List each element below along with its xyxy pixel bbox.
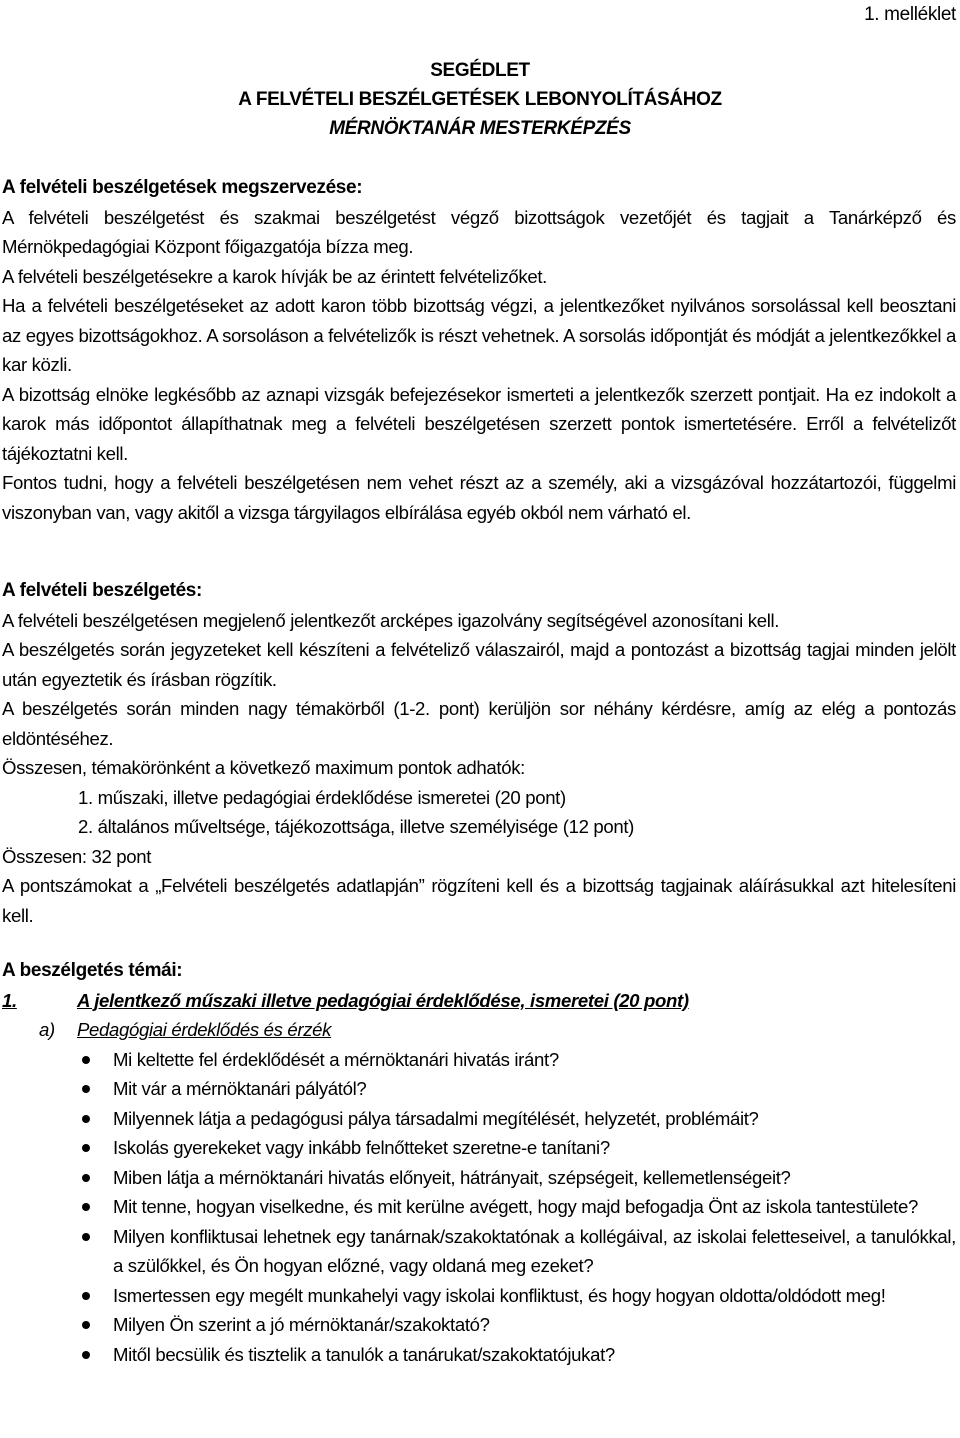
- question-text: Miben látja a mérnöktanári hivatás előnyeit, hátrányait, szépségeit, kellemetlenségeit?: [113, 1166, 791, 1188]
- list-item: [2, 1222, 956, 1281]
- question-text: Milyen Ön szerint a jó mérnöktanár/szakoktató?: [113, 1314, 490, 1335]
- list-item: [2, 1133, 956, 1163]
- paragraph: A beszélgetés során jegyzeteket kell készíteni a felvételiző válaszairól, majd a pontozást a bizottság tagjai minden jelölt után egyeztetik és írásban rögzítik.: [2, 639, 956, 690]
- title-line-2: A FELVÉTELI BESZÉLGETÉSEK LEBONYOLÍTÁSÁHOZ: [238, 89, 722, 110]
- question-text: Iskolás gyerekeket vagy inkább felnőtteket szeretne-e tanítani?: [113, 1137, 610, 1158]
- paragraph: Összesen, témakörönként a következő maximum pontok adhatók:: [2, 757, 525, 778]
- section-organization: [2, 173, 956, 527]
- list-item: [2, 1310, 956, 1340]
- question-text: Milyen konfliktusai lehetnek egy tanárnak/szakoktatónak a kollégáival, az iskolai feletteseivel, a tanulókkal, a szülőkkel, és Ön hogyan előzné, vagy oldaná meg ezeket?: [113, 1225, 956, 1276]
- annex-label: 1. melléklet: [864, 4, 956, 25]
- subtopic-title: Pedagógiai érdeklődés és érzék: [77, 1019, 332, 1040]
- list-item: [2, 1074, 956, 1104]
- question-text: Mitől becsülik és tisztelik a tanulók a tanárukat/szakoktatójukat?: [113, 1343, 615, 1365]
- list-item: 1. műszaki, illetve pedagógiai érdeklődése ismeretei (20 pont): [78, 786, 566, 808]
- points-list: [2, 783, 956, 842]
- topic-title: A jelentkező műszaki illetve pedagógiai érdeklődése, ismeretei (20 pont): [77, 989, 689, 1011]
- paragraph: A felvételi beszélgetésekre a karok hívják be az érintett felvételizőket.: [2, 265, 547, 287]
- document-title: [0, 56, 960, 143]
- question-text: Mi keltette fel érdeklődését a mérnöktanári hivatás iránt?: [113, 1048, 559, 1070]
- list-item: 2. általános műveltsége, tájékozottsága, illetve személyisége (12 pont): [78, 816, 635, 837]
- list-item: [2, 1192, 956, 1222]
- list-item: [2, 1281, 956, 1311]
- question-list: [2, 1045, 956, 1370]
- list-item: [2, 1104, 956, 1134]
- section-topics: [2, 956, 956, 1369]
- paragraph: A pontszámokat a „Felvételi beszélgetés adatlapján” rögzíteni kell és a bizottság tagjainak aláírásukkal azt hitelesíteni kell.: [2, 875, 956, 926]
- list-item: [2, 1340, 956, 1370]
- title-line-1: SEGÉDLET: [430, 60, 530, 81]
- question-text: Mit tenne, hogyan viselkedne, és mit kerülne avégett, hogy majd befogadja Önt az iskola tantestülete?: [113, 1196, 918, 1217]
- question-text: Mit vár a mérnöktanári pályától?: [113, 1078, 367, 1099]
- topic-heading: [2, 986, 956, 1016]
- paragraph: A felvételi beszélgetést és szakmai beszélgetést végző bizottságok vezetőjét és tagjait a Tanárképző és Mérnökpedagógiai Központ főigazgatója bízza meg.: [2, 206, 956, 257]
- paragraph: Fontos tudni, hogy a felvételi beszélgetésen nem vehet részt az a személy, aki a vizsgázóval hozzátartozói, függelmi viszonyban van, vagy akitől a vizsga tárgyilagos elbírálása egyéb okból nem várható el.: [2, 472, 956, 523]
- paragraph: A felvételi beszélgetésen megjelenő jelentkezőt arcképes igazolvány segítségével azonosítani kell.: [2, 609, 780, 631]
- section-heading: A felvételi beszélgetés:: [2, 580, 202, 601]
- section-heading: A beszélgetés témái:: [2, 960, 183, 981]
- question-text: Ismertessen egy megélt munkahelyi vagy iskolai konfliktust, és hogy hogyan oldotta/oldódott meg!: [113, 1284, 886, 1306]
- paragraph: A bizottság elnöke legkésőbb az aznapi vizsgák befejezésekor ismerteti a jelentkezők szerzett pontjait. Ha ez indokolt a karok más időpontot állapíthatnak meg a felvételi beszélgetésen szerzett pontok ismertetésére. Erről a felvételizőt tájékoztatni kell.: [2, 383, 956, 464]
- section-heading: A felvételi beszélgetések megszervezése:: [2, 177, 363, 198]
- title-line-3: MÉRNÖKTANÁR MESTERKÉPZÉS: [329, 118, 631, 139]
- list-item: [2, 1163, 956, 1193]
- paragraph: Ha a felvételi beszélgetéseket az adott karon több bizottság végzi, a jelentkezőket nyilvános sorsolással kell beosztani az egyes bizottságokhoz. A sorsoláson a felvételizők is részt vehetnek. A sorsolás időpontját és módját a jelentkezőkkel a kar közli.: [2, 295, 956, 375]
- paragraph: A beszélgetés során minden nagy témakörből (1-2. pont) kerüljön sor néhány kérdésre, amíg az elég a pontozás eldöntéséhez.: [2, 698, 956, 749]
- section-interview: [2, 576, 956, 930]
- subtopic-heading: [2, 1015, 956, 1045]
- list-item: [2, 1045, 956, 1075]
- total-points: Összesen: 32 pont: [2, 845, 152, 867]
- subtopic-letter: a): [39, 1019, 55, 1040]
- question-text: Milyennek látja a pedagógusi pálya társadalmi megítélését, helyzetét, problémáit?: [113, 1107, 759, 1129]
- topic-number: 1.: [2, 989, 17, 1011]
